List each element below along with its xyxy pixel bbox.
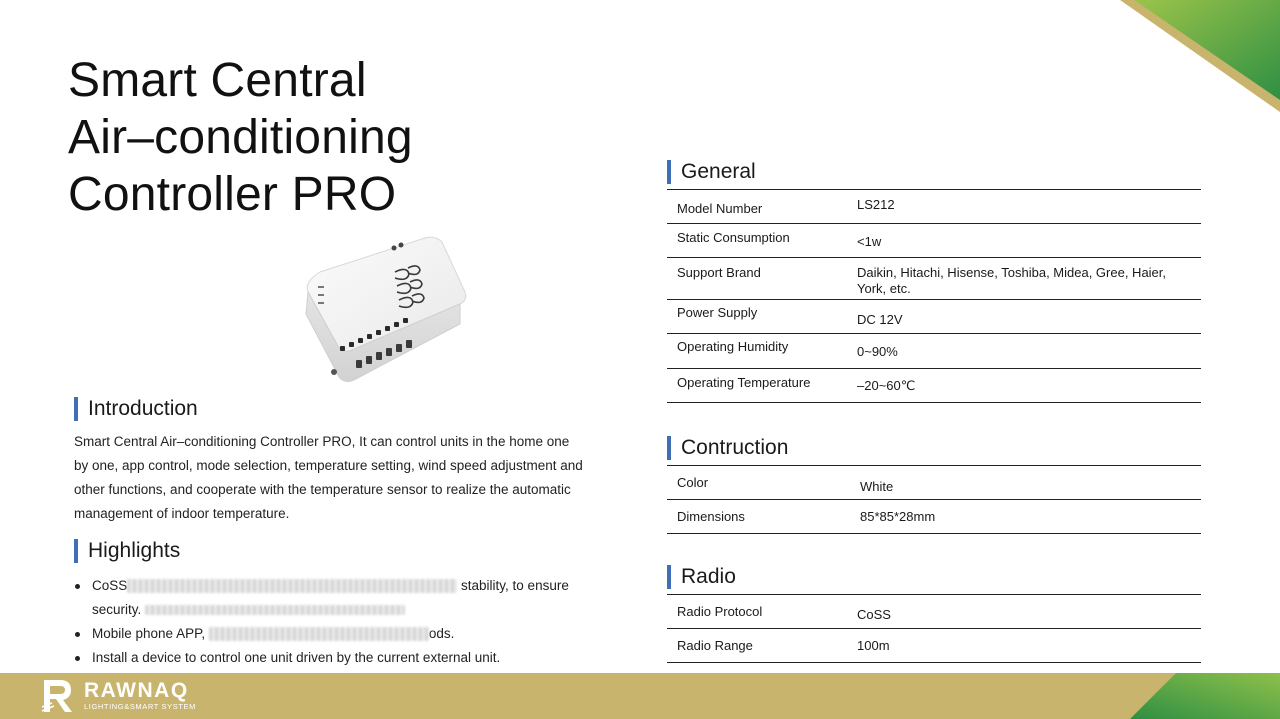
highlight-item [74, 574, 594, 622]
spec-value: <1w [857, 234, 882, 249]
heading-accent-bar [74, 397, 78, 421]
heading-accent-bar [74, 539, 78, 563]
spec-value: –20~60℃ [857, 378, 916, 393]
construction-heading-text: Contruction [681, 436, 789, 459]
spec-key: Support Brand [677, 265, 761, 280]
highlight-text-start: Mobile phone APP, [92, 626, 206, 641]
spec-value: 85*85*28mm [860, 509, 936, 524]
spec-row [667, 300, 1201, 334]
spec-row [667, 595, 1201, 629]
spec-row [667, 258, 1201, 300]
title-line-2: Air–conditioning [68, 111, 413, 164]
radio-spec-table [667, 594, 1201, 663]
radio-heading-text: Radio [681, 565, 736, 588]
title-line-3: Controller PRO [68, 168, 397, 221]
spec-key: Radio Range [677, 638, 753, 653]
spec-key: Model Number [677, 201, 763, 216]
redacted-text [127, 579, 457, 593]
spec-value: CoSS [857, 607, 891, 622]
heading-accent-bar [667, 160, 671, 184]
heading-accent-bar [667, 565, 671, 589]
spec-row [667, 466, 1201, 500]
spec-row [667, 369, 1201, 403]
highlight-item [74, 622, 594, 646]
spec-key: Static Consumption [677, 230, 790, 245]
highlight-text: Install a device to control one unit driven by the current external unit. [92, 650, 501, 665]
brand-tagline: LIGHTING&SMART SYSTEM [84, 702, 196, 711]
brand-name: RAWNAQ [84, 679, 189, 702]
spec-value: White [860, 479, 894, 494]
spec-row [667, 334, 1201, 369]
general-heading [667, 160, 756, 184]
introduction-heading [74, 397, 198, 421]
highlights-heading [74, 539, 180, 563]
product-image [300, 232, 470, 392]
radio-heading [667, 565, 736, 589]
page-title [68, 52, 588, 223]
introduction-text: Smart Central Air–conditioning Controller PRO, It can control units in the home one by one, app control, mode selection, temperature setting, wind speed adjustment and other functions, and cooperate with the temperature sensor to realize the automatic management of indoor temperature. [74, 434, 583, 521]
redacted-text [145, 605, 405, 615]
spec-row [667, 190, 1201, 224]
spec-key: Radio Protocol [677, 604, 763, 619]
heading-accent-bar [667, 436, 671, 460]
spec-key: Operating Temperature [677, 375, 811, 390]
spec-key: Color [677, 475, 709, 490]
highlight-item [74, 646, 594, 670]
introduction-heading-text: Introduction [88, 397, 198, 420]
spec-row [667, 500, 1201, 534]
highlight-text-continued: security. [92, 602, 142, 617]
construction-heading [667, 436, 788, 460]
highlights-heading-text: Highlights [88, 539, 181, 562]
spec-value: Daikin, Hitachi, Hisense, Toshiba, Midea, Gree, Haier, York, etc. [857, 265, 1167, 296]
spec-row [667, 629, 1201, 663]
title-line-1: Smart Central [68, 54, 367, 107]
highlights-list [74, 574, 594, 670]
brand-text [84, 680, 196, 712]
corner-decoration [1120, 0, 1280, 112]
spec-key: Operating Humidity [677, 339, 789, 354]
highlight-text-end: ods. [428, 626, 455, 641]
general-heading-text: General [681, 160, 756, 183]
spec-key: Dimensions [677, 509, 745, 524]
spec-row [667, 224, 1201, 258]
spec-value: LS212 [857, 196, 895, 212]
rawnaq-logo-icon [40, 677, 76, 715]
spec-value: 100m [857, 638, 890, 653]
highlight-text-end: stability, to ensure [457, 578, 569, 593]
spec-value: 0~90% [857, 344, 898, 359]
construction-spec-table [667, 465, 1201, 534]
highlight-text-start: CoSS [92, 578, 128, 593]
footer-corner-decoration [1130, 673, 1280, 719]
spec-key: Power Supply [677, 305, 758, 320]
redacted-text [209, 627, 429, 641]
spec-value: DC 12V [857, 312, 903, 327]
general-spec-table [667, 189, 1201, 403]
brand-logo [40, 677, 196, 715]
